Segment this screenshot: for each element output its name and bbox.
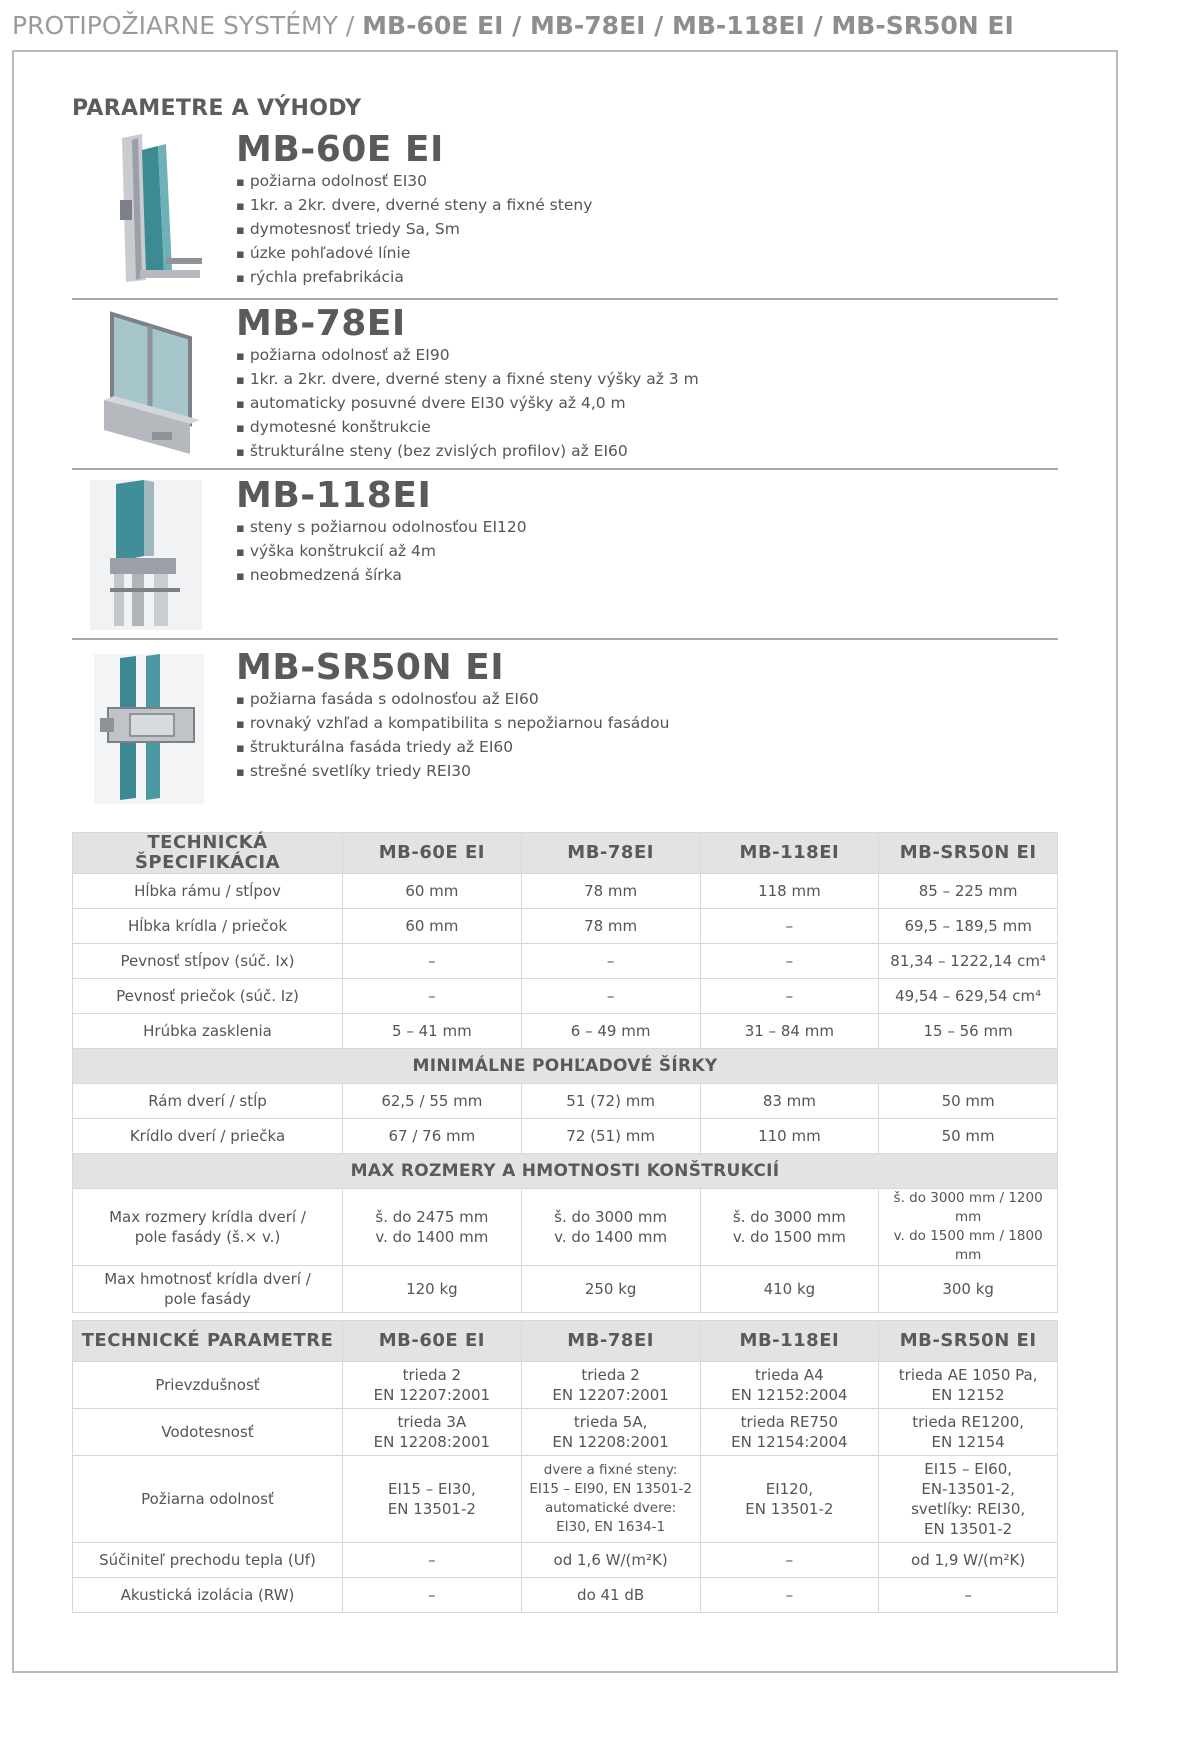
table-header-cell: MB-118EI [700,1321,879,1362]
table-row [73,1119,1058,1154]
row-label: Prievzdušnosť [73,1362,343,1409]
feature-item: ▪ štrukturálna fasáda triedy až EI60 [236,736,669,760]
table-cell: 85 – 225 mm [879,874,1058,909]
cell-line: EI30, EN 1634-1 [556,1519,666,1535]
table-cell: – [700,979,879,1014]
feature-item: ▪ 1kr. a 2kr. dvere, dverné steny a fixné steny výšky až 3 m [236,368,699,392]
table-cell: – [700,1578,879,1613]
table-cell [521,1409,700,1456]
cell-line: trieda RE750 [740,1413,839,1431]
table-cell: – [700,1543,879,1578]
table-cell [700,1409,879,1456]
table-cell: 78 mm [521,874,700,909]
cell-line: EN 12154:2004 [731,1433,848,1451]
row-label: Krídlo dverí / priečka [73,1119,343,1154]
product-mbsr50n [72,648,1058,808]
feature-item: ▪ neobmedzená šírka [236,564,527,588]
cell-line: svetlíky: REI30, [911,1500,1026,1518]
divider [72,298,1058,300]
cell-line: trieda RE1200, [912,1413,1025,1431]
table-row [73,874,1058,909]
table-cell [879,1409,1058,1456]
table-cell: 83 mm [700,1084,879,1119]
table-row [73,1014,1058,1049]
table-cell: – [343,1578,522,1613]
table-cell: 62,5 / 55 mm [343,1084,522,1119]
table-header-cell: MB-118EI [700,833,879,874]
row-label: Rám dverí / stĺp [73,1084,343,1119]
cell-line: š. do 3000 mm [732,1208,846,1226]
table-header-cell: TECHNICKÁ ŠPECIFIKÁCIA [73,833,343,874]
feature-item: ▪ strešné svetlíky triedy REI30 [236,760,669,784]
table-cell [700,1456,879,1543]
cell-line: trieda AE 1050 Pa, [898,1366,1038,1384]
table-row [73,1266,1058,1313]
table-cell: 110 mm [700,1119,879,1154]
table-cell [521,1362,700,1409]
table-row [73,1543,1058,1578]
cell-line: v. do 1400 mm [375,1228,489,1246]
table-header-row [73,833,1058,874]
cell-line: EN 12207:2001 [373,1386,491,1404]
label-line: Max rozmery krídla dverí / [109,1208,306,1226]
table-cell: 15 – 56 mm [879,1014,1058,1049]
cell-line: š. do 3000 mm [554,1208,668,1226]
table-cell: 49,54 – 629,54 cm⁴ [879,979,1058,1014]
cell-line: EN-13501-2, [921,1480,1015,1498]
table-row [73,979,1058,1014]
feature-item: ▪ rýchla prefabrikácia [236,266,592,290]
feature-item: ▪ automaticky posuvné dvere EI30 výšky až 4,0 m [236,392,699,416]
table-cell: – [521,944,700,979]
row-label: Pevnosť priečok (súč. Iz) [73,979,343,1014]
row-label: Vodotesnosť [73,1409,343,1456]
table-row [73,1456,1058,1543]
profile-mb118ei-image [80,476,210,636]
table-cell: 50 mm [879,1084,1058,1119]
table-cell: – [343,979,522,1014]
table-cell: 120 kg [343,1266,522,1313]
row-label: Súčiniteľ prechodu tepla (Uf) [73,1543,343,1578]
section-title: PARAMETRE A VÝHODY [72,96,362,121]
cell-line: EN 12208:2001 [373,1433,491,1451]
table-band-row [73,1049,1058,1084]
table-cell: – [343,944,522,979]
tech-params-table [72,1320,1058,1613]
product-mb60e [72,130,1058,290]
table-cell: 51 (72) mm [521,1084,700,1119]
header-products: MB-60E EI / MB-78EI / MB-118EI / MB-SR50N EI [362,11,1014,40]
table-header-cell: MB-60E EI [343,1321,522,1362]
label-line: Max hmotnosť krídla dverí / [104,1270,311,1288]
table-cell: 50 mm [879,1119,1058,1154]
table-cell: 69,5 – 189,5 mm [879,909,1058,944]
cell-line: EN 12208:2001 [552,1433,669,1451]
cell-line: EN 13501-2 [924,1520,1013,1538]
table-cell: 6 – 49 mm [521,1014,700,1049]
feature-item: ▪ úzke pohľadové línie [236,242,592,266]
table-row [73,1578,1058,1613]
feature-item: ▪ požiarna odolnosť EI30 [236,170,592,194]
divider [72,638,1058,640]
profile-mbsr50n-image [80,648,210,808]
table-cell [343,1362,522,1409]
table-row [73,909,1058,944]
row-label: Pevnosť stĺpov (súč. Ix) [73,944,343,979]
cell-line: EN 12152:2004 [731,1386,848,1404]
row-label: Hĺbka krídla / priečok [73,909,343,944]
cell-line: EN 13501-2 [387,1500,476,1518]
table-cell [343,1456,522,1543]
row-label: Požiarna odolnosť [73,1456,343,1543]
table-band-row [73,1154,1058,1189]
feature-item: ▪ výška konštrukcií až 4m [236,540,527,564]
row-label [73,1189,343,1266]
table-cell: do 41 dB [521,1578,700,1613]
row-label: Hrúbka zasklenia [73,1014,343,1049]
table-cell [521,1456,700,1543]
table-row [73,1084,1058,1119]
feature-item: ▪ 1kr. a 2kr. dvere, dverné steny a fixné steny [236,194,592,218]
table-cell [700,1362,879,1409]
table-cell: 5 – 41 mm [343,1014,522,1049]
table-cell: 72 (51) mm [521,1119,700,1154]
table-cell: 60 mm [343,909,522,944]
cell-line: EN 12154 [931,1433,1005,1451]
product-mb118ei [72,476,1058,636]
cell-line: EI15 – EI60, [924,1460,1013,1478]
table-cell [700,1189,879,1266]
feature-item: ▪ steny s požiarnou odolnosťou EI120 [236,516,527,540]
product-name: MB-SR50N EI [236,647,505,688]
table-cell: 410 kg [700,1266,879,1313]
product-name: MB-118EI [236,475,432,516]
feature-list [236,516,527,588]
feature-item: ▪ požiarna odolnosť až EI90 [236,344,699,368]
table-row [73,1362,1058,1409]
header-category: PROTIPOŽIARNE SYSTÉMY / [12,11,363,40]
row-label [73,1266,343,1313]
table-cell [343,1409,522,1456]
cell-line: trieda 3A [397,1413,467,1431]
cell-line: trieda A4 [755,1366,824,1384]
cell-line: dvere a fixné steny: [543,1462,678,1478]
table-cell: – [879,1578,1058,1613]
table-cell [343,1189,522,1266]
table-cell: – [700,909,879,944]
product-mb78ei [72,304,1058,464]
feature-item: ▪ dymotesné konštrukcie [236,416,699,440]
tech-spec-table [72,832,1058,1313]
profile-mb78ei-image [80,304,210,464]
cell-line: š. do 2475 mm [375,1208,489,1226]
feature-item: ▪ dymotesnosť triedy Sa, Sm [236,218,592,242]
table-cell: 78 mm [521,909,700,944]
table-header-cell: MB-SR50N EI [879,833,1058,874]
table-header-cell: MB-78EI [521,833,700,874]
table-cell: 67 / 76 mm [343,1119,522,1154]
cell-line: š. do 3000 mm / 1200 mm [893,1190,1043,1225]
table-row [73,1189,1058,1266]
cell-line: v. do 1500 mm / 1800 mm [893,1228,1043,1263]
product-name: MB-60E EI [236,129,444,170]
cell-line: EN 13501-2 [745,1500,834,1518]
table-band-title: MAX ROZMERY A HMOTNOSTI KONŠTRUKCIÍ [73,1154,1058,1189]
divider [72,468,1058,470]
table-cell: 300 kg [879,1266,1058,1313]
table-row [73,1409,1058,1456]
table-cell [879,1456,1058,1543]
cell-line: EI120, [765,1480,814,1498]
feature-item: ▪ rovnaký vzhľad a kompatibilita s nepožiarnou fasádou [236,712,669,736]
cell-line: trieda 5A, [573,1413,648,1431]
table-header-cell: TECHNICKÉ PARAMETRE [73,1321,343,1362]
profile-mb60e-image [80,130,210,290]
row-label: Akustická izolácia (RW) [73,1578,343,1613]
table-cell [879,1189,1058,1266]
cell-line: v. do 1400 mm [554,1228,668,1246]
feature-list [236,170,592,290]
table-cell [521,1189,700,1266]
cell-line: EN 12207:2001 [552,1386,669,1404]
product-name: MB-78EI [236,303,406,344]
page-header [12,8,1014,44]
table-row [73,944,1058,979]
row-label: Hĺbka rámu / stĺpov [73,874,343,909]
feature-list [236,688,669,784]
table-cell: od 1,6 W/(m²K) [521,1543,700,1578]
table-cell: 60 mm [343,874,522,909]
cell-line: EI15 – EI30, [387,1480,476,1498]
feature-item: ▪ štrukturálne steny (bez zvislých profilov) až EI60 [236,440,699,464]
cell-line: v. do 1500 mm [732,1228,846,1246]
table-cell: 118 mm [700,874,879,909]
table-header-cell: MB-78EI [521,1321,700,1362]
table-cell: – [343,1543,522,1578]
feature-list [236,344,699,464]
cell-line: automatické dvere: [545,1500,677,1516]
table-band-title: MINIMÁLNE POHĽADOVÉ ŠÍRKY [73,1049,1058,1084]
label-line: pole fasády [164,1290,251,1308]
label-line: pole fasády (š.× v.) [134,1228,281,1246]
cell-line: trieda 2 [402,1366,462,1384]
table-cell: 81,34 – 1222,14 cm⁴ [879,944,1058,979]
table-cell: 31 – 84 mm [700,1014,879,1049]
table-cell: 250 kg [521,1266,700,1313]
cell-line: EN 12152 [931,1386,1005,1404]
table-cell: – [521,979,700,1014]
table-cell [879,1362,1058,1409]
cell-line: trieda 2 [581,1366,640,1384]
table-header-row [73,1321,1058,1362]
table-cell: – [700,944,879,979]
cell-line: EI15 – EI90, EN 13501-2 [529,1481,692,1497]
table-header-cell: MB-60E EI [343,833,522,874]
table-cell: od 1,9 W/(m²K) [879,1543,1058,1578]
table-header-cell: MB-SR50N EI [879,1321,1058,1362]
feature-item: ▪ požiarna fasáda s odolnosťou až EI60 [236,688,669,712]
